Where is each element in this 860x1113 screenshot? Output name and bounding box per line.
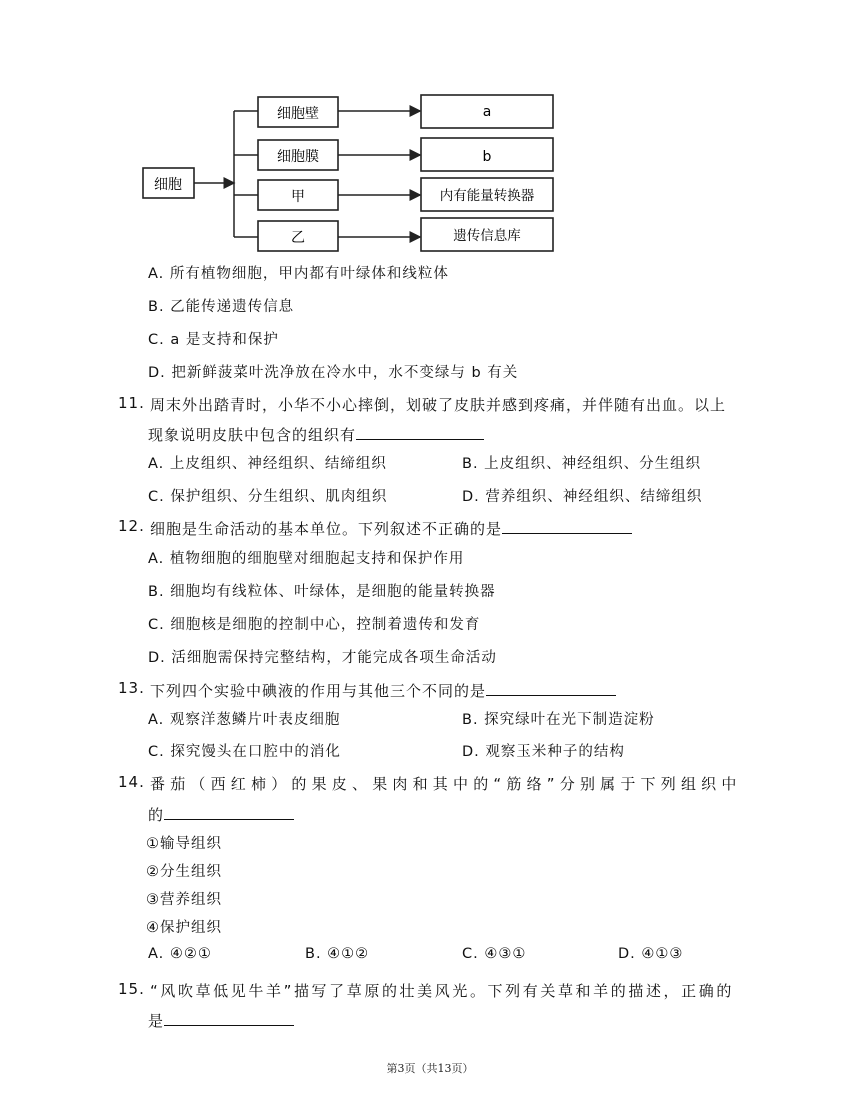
q14-item-1: ①输导组织 <box>146 836 222 852</box>
q13-text-content: 下列四个实验中碘液的作用与其他三个不同的是 <box>150 682 487 700</box>
q10-option-c: C. a 是支持和保护 <box>148 332 279 348</box>
q11-number: 11. <box>118 394 145 412</box>
q14-item-3: ③营养组织 <box>146 892 222 908</box>
q12-answer-blank[interactable] <box>502 517 632 534</box>
q15-answer-blank[interactable] <box>164 1009 294 1026</box>
q14-line2 <box>148 803 294 825</box>
q14-line1: 番茄（西红柿）的果皮、果肉和其中的“筋络”分别属于下列组织中 <box>150 775 742 793</box>
q11-option-a: A. 上皮组织、神经组织、结缔组织 <box>148 456 387 472</box>
q14-item-2: ②分生组织 <box>146 864 222 880</box>
q10-option-d: D. 把新鲜菠菜叶洗净放在冷水中，水不变绿与 b 有关 <box>148 365 519 381</box>
q12-option-c: C. 细胞核是细胞的控制中心，控制着遗传和发育 <box>148 617 481 633</box>
root-label: 细胞 <box>154 177 182 193</box>
q12-text-content: 细胞是生命活动的基本单位。下列叙述不正确的是 <box>150 520 503 538</box>
result-label-genetic: 遗传信息库 <box>453 228 521 244</box>
q15-line1: “风吹草低见牛羊”描写了草原的壮美风光。下列有关草和羊的描述，正确的 <box>150 982 734 1000</box>
q15-number: 15. <box>118 980 145 998</box>
q13-option-d: D. 观察玉米种子的结构 <box>462 744 625 760</box>
q13-option-c: C. 探究馒头在口腔中的消化 <box>148 744 341 760</box>
q14-item-4: ④保护组织 <box>146 920 222 936</box>
q10-option-b: B. 乙能传递遗传信息 <box>148 299 295 315</box>
q12-number: 12. <box>118 517 145 535</box>
q15-line2-text: 是 <box>148 1012 165 1030</box>
q12-option-a: A. 植物细胞的细胞壁对细胞起支持和保护作用 <box>148 551 465 567</box>
q11-option-b: B. 上皮组织、神经组织、分生组织 <box>462 456 702 472</box>
q11-answer-blank[interactable] <box>356 423 484 440</box>
q11-line2 <box>148 423 484 445</box>
q14-option-d: D. ④①③ <box>618 946 684 962</box>
q13-number: 13. <box>118 679 145 697</box>
q10-option-a: A. 所有植物细胞，甲内都有叶绿体和线粒体 <box>148 266 449 282</box>
q13-option-a: A. 观察洋葱鳞片叶表皮细胞 <box>148 712 341 728</box>
page-footer: 第3页（共13页） <box>386 1062 474 1075</box>
q14-answer-blank[interactable] <box>164 803 294 820</box>
q13-answer-blank[interactable] <box>486 679 616 696</box>
q11-line2-text: 现象说明皮肤中包含的组织有 <box>148 426 357 444</box>
result-label-energy: 内有能量转换器 <box>439 188 535 204</box>
result-label-a: a <box>482 104 492 120</box>
q12-text <box>150 517 632 539</box>
q15-line2 <box>148 1009 294 1031</box>
branch-label-cell-wall: 细胞壁 <box>277 106 319 122</box>
q11-option-c: C. 保护组织、分生组织、肌肉组织 <box>148 489 388 505</box>
branch-label-jia: 甲 <box>291 189 305 205</box>
q12-option-b: B. 细胞均有线粒体、叶绿体，是细胞的能量转换器 <box>148 584 496 600</box>
cell-structure-diagram <box>0 0 860 260</box>
q14-option-c: C. ④③① <box>462 946 527 962</box>
q11-line1: 周末外出踏青时，小华不小心摔倒，划破了皮肤并感到疼痛，并伴随有出血。以上 <box>150 396 727 414</box>
q12-option-d: D. 活细胞需保持完整结构，才能完成各项生命活动 <box>148 650 497 666</box>
branch-label-yi: 乙 <box>291 230 305 246</box>
q14-line2-text: 的 <box>148 806 165 824</box>
q14-number: 14. <box>118 773 145 791</box>
q11-option-d: D. 营养组织、神经组织、结缔组织 <box>462 489 703 505</box>
q14-option-b: B. ④①② <box>305 946 370 962</box>
q14-option-a: A. ④②① <box>148 946 212 962</box>
q13-text <box>150 679 616 701</box>
branch-label-cell-membrane: 细胞膜 <box>277 149 319 165</box>
result-label-b: b <box>482 149 492 165</box>
q13-option-b: B. 探究绿叶在光下制造淀粉 <box>462 712 655 728</box>
